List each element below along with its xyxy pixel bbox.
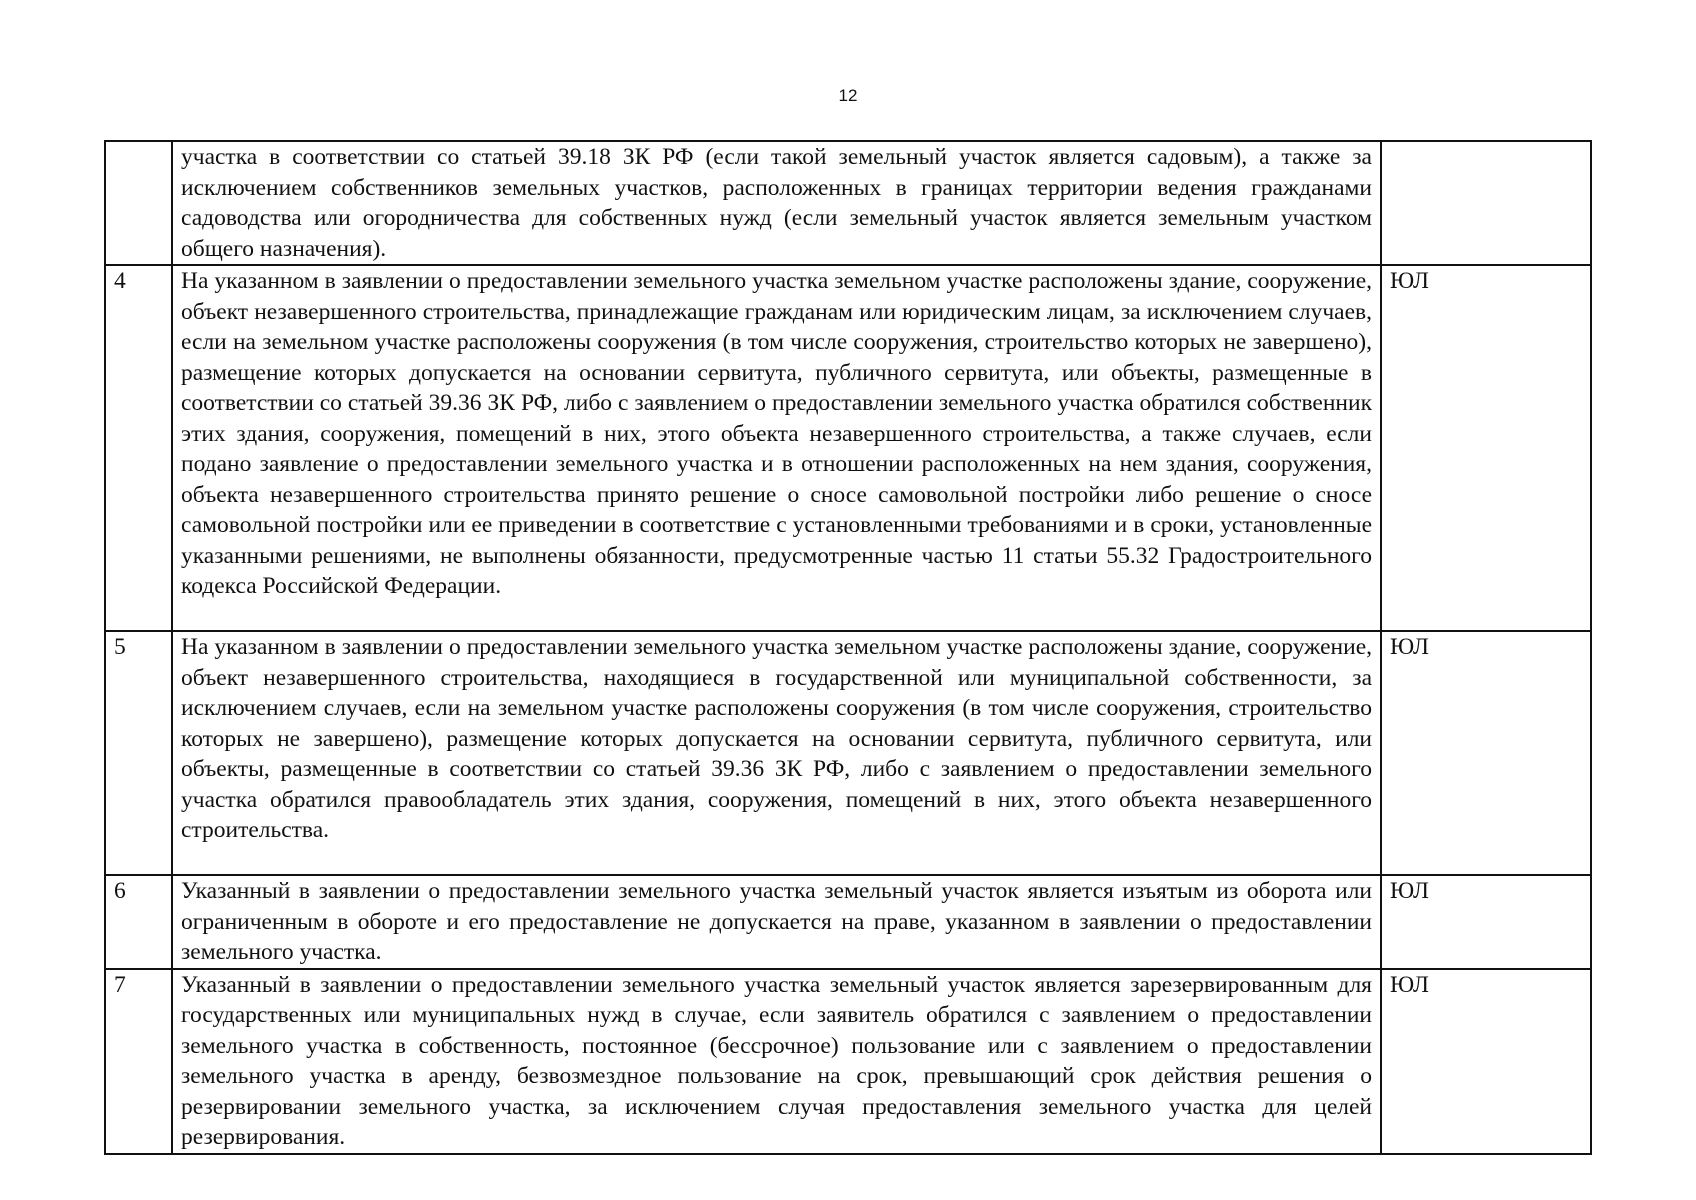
table-row-continuation: [105, 141, 1591, 265]
row-number-cell: 4: [105, 265, 172, 631]
applicant-category-cell: ЮЛ: [1381, 631, 1591, 875]
ground-text-cell: На указанном в заявлении о предоставлении земельного участка земельном участке расположены здание, сооружение, объект незавершенного строительства, принадлежащие гражданам или юридическим лицам, за исключением случаев, если на земельном участке расположены сооружения (в том числе сооружения, строительство которых не завершено), размещение которых допускается на основании сервитута, публичного сервитута, или объекты, размещенные в соответствии со статьей 39.36 ЗК РФ, либо с заявлением о предоставлении земельного участка обратился собственник этих здания, сооружения, помещений в них, этого объекта незавершенного строительства, а также случаев, если подано заявление о предоставлении земельного участка и в отношении расположенных на нем здания, сооружения, объекта незавершенного строительства принято решение о сносе самовольной постройки либо решение о сносе самовольной постройки или ее приведении в соответствие с установленными требованиями и в сроки, установленные указанными решениями, не выполнены обязанности, предусмотренные частью 11 статьи 55.32 Градостроительного кодекса Российской Федерации.: [172, 265, 1381, 631]
row-number-cell: 7: [105, 969, 172, 1154]
ground-text-cell: На указанном в заявлении о предоставлении земельного участка земельном участке расположены здание, сооружение, объект незавершенного строительства, находящиеся в государственной или муниципальной собственности, за исключением случаев, если на земельном участке расположены сооружения (в том числе сооружения, строительство которых не завершено), размещение которых допускается на основании сервитута, публичного сервитута, или объекты, размещенные в соответствии со статьей 39.36 ЗК РФ, либо с заявлением о предоставлении земельного участка обратился правообладатель этих здания, сооружения, помещений в них, этого объекта незавершенного строительства.: [172, 631, 1381, 875]
table-row-7: [105, 969, 1591, 1154]
row-number-cell: 6: [105, 875, 172, 969]
applicant-category-cell: ЮЛ: [1381, 875, 1591, 969]
ground-text-cell: Указанный в заявлении о предоставлении земельного участка земельный участок является зарезервированным для государственных или муниципальных нужд в случае, если заявитель обратился с заявлением о предоставлении земельного участка в собственность, постоянное (бессрочное) пользование или с заявлением о предоставлении земельного участка в аренду, безвозмездное пользование на срок, превышающий срок действия решения о резервировании земельного участка, за исключением случая предоставления земельного участка для целей резервирования.: [172, 969, 1381, 1154]
applicant-category-cell: ЮЛ: [1381, 265, 1591, 631]
row-number-cell: 5: [105, 631, 172, 875]
ground-text-cell: Указанный в заявлении о предоставлении земельного участка земельный участок является изъятым из оборота или ограниченным в обороте и его предоставление не допускается на праве, указанном в заявлении о предоставлении земельного участка.: [172, 875, 1381, 969]
applicant-category-cell: ЮЛ: [1381, 969, 1591, 1154]
refusal-grounds-table: [104, 140, 1592, 1155]
table-row-4: [105, 265, 1591, 631]
page-number: 12: [838, 86, 858, 105]
row-number-cell: [105, 141, 172, 265]
applicant-category-cell: [1381, 141, 1591, 265]
table-row-5: [105, 631, 1591, 875]
table-row-6: [105, 875, 1591, 969]
ground-text-cell: участка в соответствии со статьей 39.18 ЗК РФ (если такой земельный участок является садовым), а также за исключением собственников земельных участков, расположенных в границах территории ведения гражданами садоводства или огородничества для собственных нужд (если земельный участок является земельным участком общего назначения).: [172, 141, 1381, 265]
